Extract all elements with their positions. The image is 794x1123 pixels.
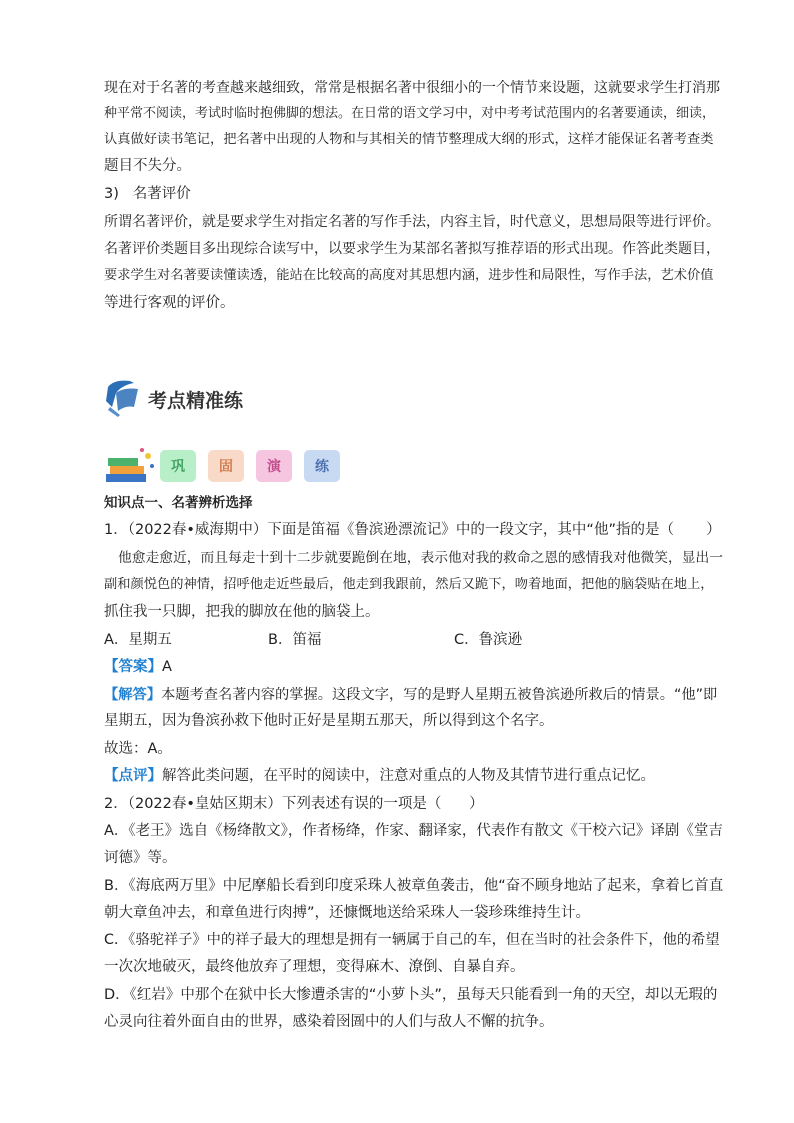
intro-evaluation-line-1: 名著评价类题目多出现综合读写中，以要求学生为某部名著拟写推荐语的形式出现。作答此类题目， — [104, 241, 720, 257]
pill-solid: 固 — [208, 450, 244, 482]
subheading-evaluation: 3) 名著评价 — [104, 186, 191, 202]
q1-passage-line-2: 副和颜悦色的神情，招呼他走近些最后，他走到我跟前，然后又跪下，吻着地面，把他的脑袋贴在地上， — [104, 577, 714, 592]
q2-option-a-line-2: 诃德》等。 — [104, 850, 177, 866]
pill-practice: 演 — [256, 450, 292, 482]
section-title: 考点精准练 — [148, 390, 244, 412]
intro-line-2: 种平常不阅读，考试时临时抱佛脚的想法。在日常的语文学习中，对中考考试范围内的名著要通读，细读， — [104, 106, 716, 121]
q2-option-d-line-1: D．《红岩》中那个在狱中长大惨遭杀害的“小萝卜头”，虽每天只能看到一角的天空，却以无瑕的 — [104, 987, 718, 1003]
q2-option-c-line-2: 一次次地破灭，最终他放弃了理想，变得麻木、潦倒、自暴自弃。 — [104, 959, 525, 975]
q1-answer — [104, 654, 172, 680]
intro-line-3: 认真做好读书笔记，把名著中出现的人物和与其相关的情节整理成大纲的形式，这样才能保证名著考查类 — [104, 132, 714, 147]
q2-option-c-line-1: C．《骆驼祥子》中的祥子最大的理想是拥有一辆属于自己的车，但在当时的社会条件下，他的希望 — [104, 932, 720, 948]
q2-option-b-line-2: 朝大章鱼冲去，和章鱼进行肉搏”，还慷慨地送给采珠人一袋珍珠维持生计。 — [104, 905, 591, 921]
q1-comment — [104, 763, 655, 789]
analysis-tag: 【解答】 — [104, 687, 162, 703]
q2-option-d-line-2: 心灵向往着外面自由的世界，感染着囹圄中的人们与敌人不懈的抗争。 — [104, 1014, 554, 1030]
books-icon — [104, 446, 156, 486]
answer-tag: 【答案】 — [104, 659, 162, 675]
section-heading — [104, 377, 404, 423]
pill-drill: 练 — [304, 450, 340, 482]
q2-stem: 2．（2022春•皇姑区期末）下列表述有误的一项是（ ） — [104, 796, 484, 812]
pen-book-icon — [104, 377, 142, 419]
answer-value: A — [162, 659, 172, 675]
q1-option-c: C．鲁滨逊 — [454, 632, 523, 648]
analysis-text: 本题考查名著内容的掌握。这段文字，写的是野人星期五被鲁滨逊所救后的情景。“他”即 — [161, 687, 718, 703]
intro-line-4: 题目不失分。 — [104, 158, 191, 174]
q1-passage-line-3: 抓住我一只脚，把我的脚放在他的脑袋上。 — [104, 604, 380, 620]
intro-evaluation-line-3: 等进行客观的评价。 — [104, 295, 235, 311]
pill-consolidate: 巩 — [160, 450, 196, 482]
q1-option-b: B．笛福 — [268, 632, 322, 648]
intro-evaluation-line-2: 要求学生对名著要读懂读透，能站在比较高的高度对其思想内涵，进步性和局限性，写作手法，艺术价值 — [104, 268, 714, 283]
q1-passage-line-1: 他愈走愈近，而且每走十到十二步就要跪倒在地，表示他对我的救命之恩的感情我对他微笑，显出一 — [118, 550, 724, 566]
comment-tag: 【点评】 — [104, 768, 162, 784]
q2-option-b-line-1: B．《海底两万里》中尼摩船长看到印度采珠人被章鱼袭击，他“奋不顾身地站了起来，拿着匕首直 — [104, 878, 724, 894]
knowledge-point-title: 知识点一、名著辨析选择 — [104, 495, 253, 511]
comment-text: 解答此类问题，在平时的阅读中，注意对重点的人物及其情节进行重点记忆。 — [162, 768, 655, 784]
intro-evaluation-def: 所谓名著评价，就是要求学生对指定名著的写作手法，内容主旨，时代意义，思想局限等进行评价。 — [104, 214, 720, 230]
q1-choose: 故选：A。 — [104, 741, 172, 757]
intro-line-1: 现在对于名著的考查越来越细致，常常是根据名著中很细小的一个情节来设题，这就要求学生打消那 — [104, 80, 720, 96]
q1-analysis-line-1 — [104, 682, 717, 708]
q1-stem: 1．（2022春•威海期中）下面是笛福《鲁滨逊漂流记》中的一段文字，其中“他”指的是（ ） — [104, 522, 721, 538]
practice-pills — [104, 446, 344, 486]
q2-option-a-line-1: A．《老王》选自《杨绛散文》，作者杨绛，作家、翻译家，代表作有散文《干校六记》译剧《堂吉 — [104, 823, 723, 839]
q1-option-a: A．星期五 — [104, 632, 172, 648]
q1-analysis-line-2: 星期五，因为鲁滨孙救下他时正好是星期五那天，所以得到这个名字。 — [104, 713, 554, 729]
